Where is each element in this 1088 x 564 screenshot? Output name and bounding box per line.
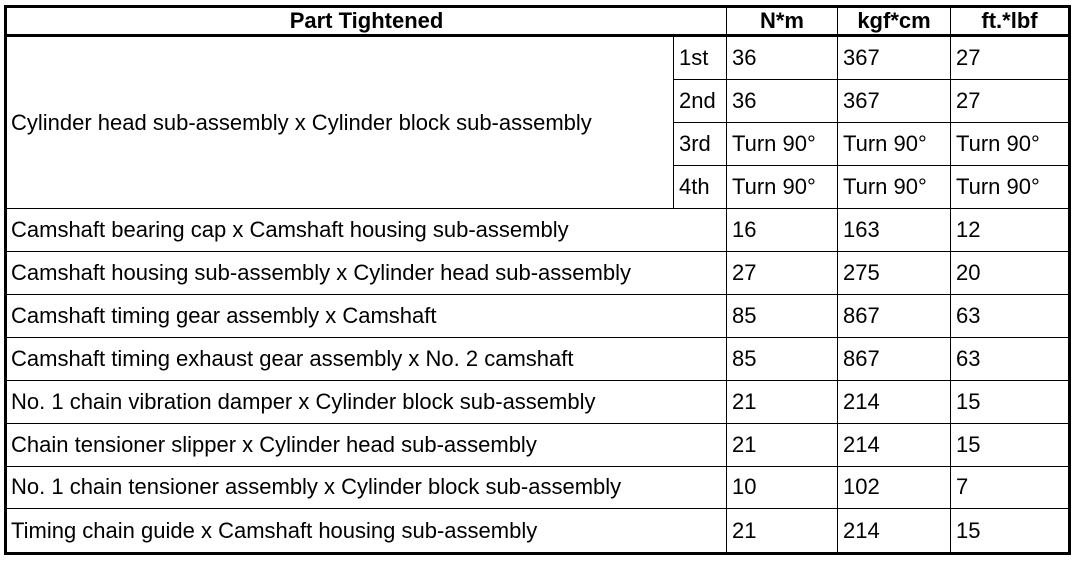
table-row — [6, 380, 1070, 423]
step-cell: 2nd — [674, 80, 727, 123]
nm-cell: 21 — [727, 380, 838, 423]
ft-lbf-cell: 15 — [951, 509, 1070, 554]
ft-lbf-cell: 15 — [951, 380, 1070, 423]
ft-lbf-cell: 12 — [951, 209, 1070, 252]
kgf-cm-cell: 367 — [838, 80, 951, 123]
kgf-cm-cell: 867 — [838, 294, 951, 337]
nm-cell: 36 — [727, 80, 838, 123]
ft-lbf-cell: 7 — [951, 466, 1070, 509]
step-cell: 3rd — [674, 123, 727, 166]
ft-lbf-cell: 15 — [951, 423, 1070, 466]
table-row — [6, 294, 1070, 337]
kgf-cm-cell: 214 — [838, 380, 951, 423]
nm-cell: 36 — [727, 36, 838, 80]
header-part-tightened: Part Tightened — [6, 7, 727, 36]
ft-lbf-cell: 63 — [951, 337, 1070, 380]
kgf-cm-cell: 163 — [838, 209, 951, 252]
kgf-cm-cell: 275 — [838, 252, 951, 295]
header-ft-lbf: ft.*lbf — [951, 7, 1070, 36]
table-row — [6, 423, 1070, 466]
part-cell: Camshaft timing gear assembly x Camshaft — [6, 294, 727, 337]
step-cell: 4th — [674, 166, 727, 209]
nm-cell: 85 — [727, 294, 838, 337]
part-cell: No. 1 chain tensioner assembly x Cylinder block sub-assembly — [6, 466, 727, 509]
part-cell: No. 1 chain vibration damper x Cylinder block sub-assembly — [6, 380, 727, 423]
ft-lbf-cell: 27 — [951, 36, 1070, 80]
nm-cell: 16 — [727, 209, 838, 252]
table-row — [6, 252, 1070, 295]
part-cell: Camshaft housing sub-assembly x Cylinder head sub-assembly — [6, 252, 727, 295]
table-row — [6, 509, 1070, 554]
ft-lbf-cell: Turn 90° — [951, 166, 1070, 209]
nm-cell: Turn 90° — [727, 166, 838, 209]
nm-cell: 21 — [727, 423, 838, 466]
kgf-cm-cell: 102 — [838, 466, 951, 509]
kgf-cm-cell: Turn 90° — [838, 166, 951, 209]
nm-cell: 21 — [727, 509, 838, 554]
part-cell: Camshaft bearing cap x Camshaft housing sub-assembly — [6, 209, 727, 252]
ft-lbf-cell: Turn 90° — [951, 123, 1070, 166]
part-cell: Camshaft timing exhaust gear assembly x No. 2 camshaft — [6, 337, 727, 380]
table-row — [6, 337, 1070, 380]
header-row — [6, 7, 1070, 36]
kgf-cm-cell: Turn 90° — [838, 123, 951, 166]
kgf-cm-cell: 867 — [838, 337, 951, 380]
header-kgf-cm: kgf*cm — [838, 7, 951, 36]
kgf-cm-cell: 214 — [838, 509, 951, 554]
kgf-cm-cell: 214 — [838, 423, 951, 466]
torque-specification-table — [4, 5, 1071, 555]
nm-cell: 85 — [727, 337, 838, 380]
table-row — [6, 36, 1070, 80]
nm-cell: Turn 90° — [727, 123, 838, 166]
part-cell: Chain tensioner slipper x Cylinder head sub-assembly — [6, 423, 727, 466]
ft-lbf-cell: 27 — [951, 80, 1070, 123]
ft-lbf-cell: 20 — [951, 252, 1070, 295]
part-cell: Cylinder head sub-assembly x Cylinder block sub-assembly — [6, 36, 674, 209]
part-cell: Timing chain guide x Camshaft housing sub-assembly — [6, 509, 727, 554]
header-nm: N*m — [727, 7, 838, 36]
step-cell: 1st — [674, 36, 727, 80]
table-row — [6, 466, 1070, 509]
nm-cell: 27 — [727, 252, 838, 295]
table-row — [6, 209, 1070, 252]
ft-lbf-cell: 63 — [951, 294, 1070, 337]
nm-cell: 10 — [727, 466, 838, 509]
kgf-cm-cell: 367 — [838, 36, 951, 80]
